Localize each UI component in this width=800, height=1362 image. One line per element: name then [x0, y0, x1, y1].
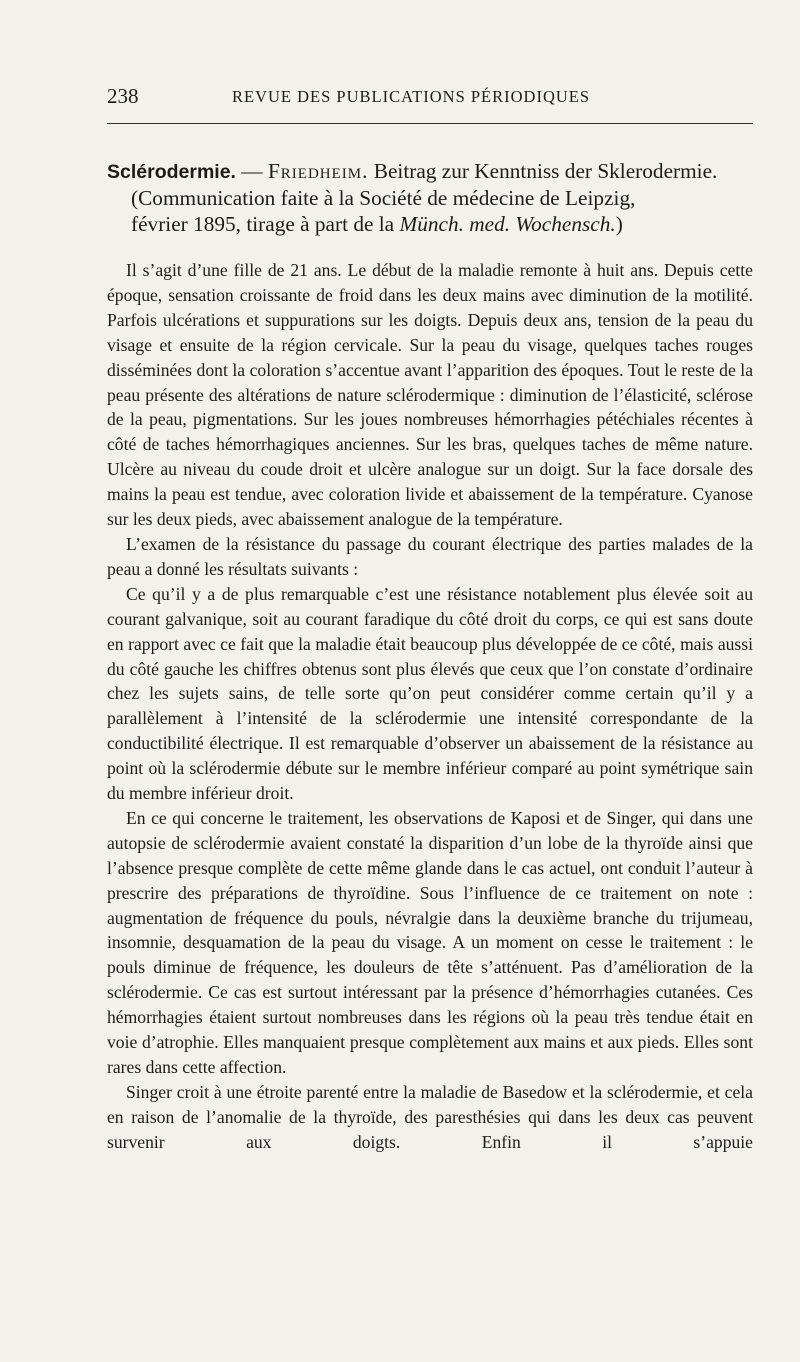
- running-title: REVUE DES PUBLICATIONS PÉRIODIQUES: [232, 87, 591, 106]
- page-number: 238: [107, 84, 139, 108]
- paragraph: En ce qui concerne le traitement, les observations de Kaposi et de Singer, qui dans une autopsie de sclérodermie avaient constaté la disparition d’un lobe de la thyroïde ainsi que l’absence presque complète de cette même glande dans le cas actuel, ont conduit l’auteur à prescrire des préparations de thyroïdine. Sous l’influence de ce traitement on note : augmentation de fréquence du pouls, névralgie dans la deuxième branche du trijumeau, insomnie, desquamation de la peau du visage. A un moment on cesse le traitement : le pouls diminue de fréquence, les douleurs de tête s’atténuent. Pas d’amélioration de la sclérodermie. Ce cas est surtout intéressant par la présence d’hémorrhagies cutanées. Ces hémorrhagies étaient surtout nombreuses dans les régions où la peau très tendue était en voie d’atrophie. Elles manquaient presque complètement aux mains et aux pieds. Elles sont rares dans cette affection.: [107, 807, 753, 1077]
- page-header: [107, 84, 753, 114]
- article-author: Friedheim.: [267, 159, 369, 183]
- article-title: Beitrag zur Kenntniss der Sklerodermie.: [368, 159, 718, 183]
- paragraph: Singer croit à une étroite parenté entre la maladie de Basedow et la sclérodermie, et cela en raison de l’anomalie de la thyroïde, des paresthésies qui dans les deux cas peuvent survenir aux doigts. Enfin il s’appuie: [107, 1081, 753, 1152]
- heading-dash: —: [235, 159, 268, 183]
- article-heading: [107, 158, 751, 237]
- article-body: [107, 258, 753, 1155]
- paragraph: Ce qu’il y a de plus remarquable c’est une résistance notablement plus élevée soit au courant galvanique, soit au courant faradique du côté droit du corps, ce qui est sans doute en rapport avec ce fait que la maladie était beaucoup plus développée de ce côté, mais aussi du côté gauche les chiffres obtenus sont plus élevés que ceux que l’on constate d’ordinaire chez les sujets sains, de telle sorte qu’on peut considérer comme certain qu’il y a parallèlement à l’intensité de la sclérodermie une intensité correspondante de la conductibilité électrique. Il est remarquable d’observer un abaissement de la résistance au point où la sclérodermie débute sur le membre inférieur comparé au point symétrique sain du membre inférieur droit.: [107, 583, 753, 804]
- article-title-line-1: [107, 158, 751, 185]
- article-term: Sclérodermie.: [107, 161, 236, 183]
- header-rule: [107, 123, 753, 124]
- journal-name: Münch. med. Wochensch.: [399, 212, 616, 236]
- paragraph: L’examen de la résistance du passage du courant électrique des parties malades de la peau a donné les résultats suivants :: [107, 533, 753, 579]
- article-title-line-3: [107, 211, 751, 237]
- citation-close: ): [615, 212, 623, 236]
- article-title-line-2: (Communication faite à la Société de médecine de Leipzig,: [131, 186, 636, 210]
- citation-text: février 1895, tirage à part de la: [131, 212, 400, 236]
- paragraph: Il s’agit d’une fille de 21 ans. Le début de la maladie remonte à huit ans. Depuis cette époque, sensation croissante de froid dans les deux mains avec diminution de la motilité. Parfois ulcérations et suppurations sur les doigts. Depuis deux ans, tension de la peau du visage et ensuite de la région cervicale. Sur la peau du visage, quelques taches rouges disséminées dont la coloration s’accentue avant l’apparition des époques. Tout le reste de la peau présente des altérations de nature sclérodermique : diminution de l’élasticité, sclérose de la peau, pigmentations. Sur les joues nombreuses hémorrhagies pétéchiales récentes à côté de taches hémorrhagiques anciennes. Sur les bras, quelques taches de même nature. Ulcère au niveau du coude droit et ulcère analogue sur un doigt. Sur la face dorsale des mains la peau est tendue, avec coloration livide et abaissement de la température. Cyanose sur les deux pieds, avec abaissement analogue de la température.: [107, 260, 753, 530]
